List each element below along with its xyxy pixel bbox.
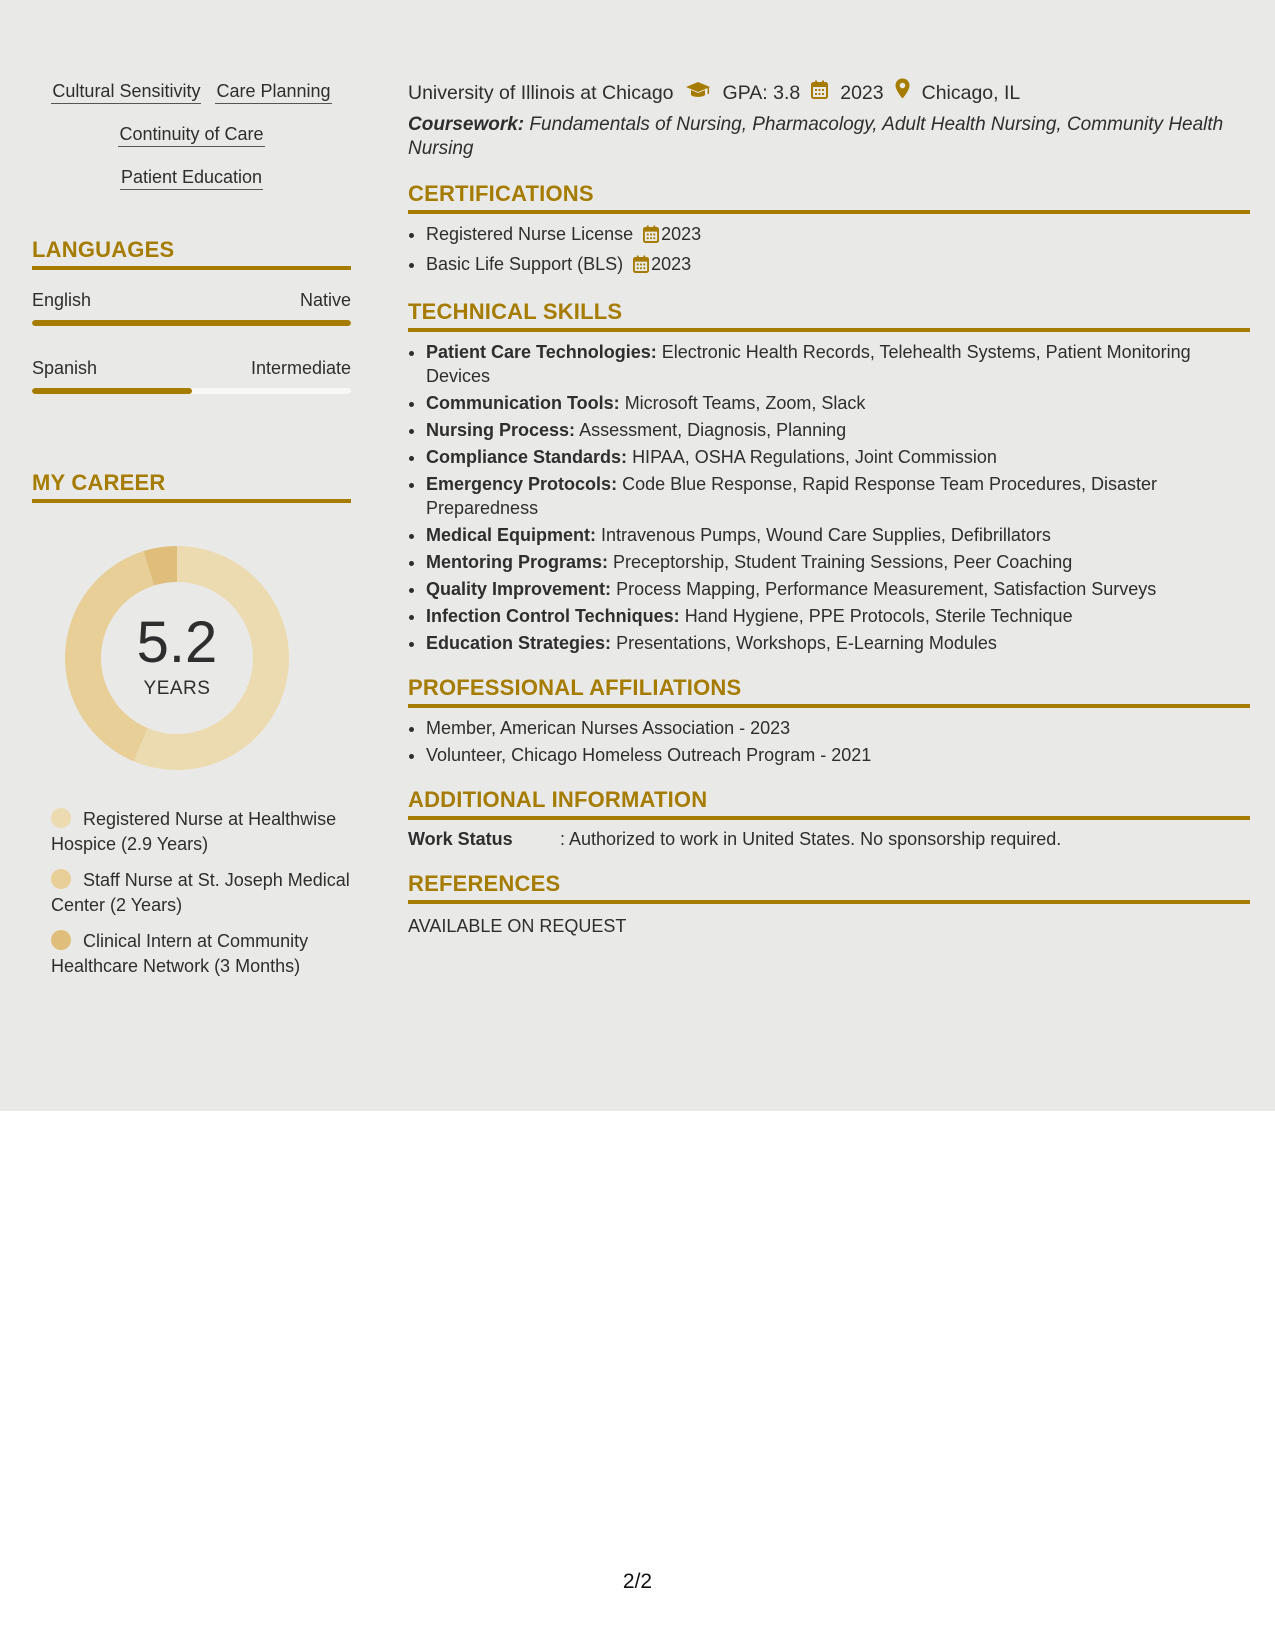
list-item bbox=[426, 252, 1250, 279]
language-bar bbox=[32, 320, 351, 326]
list-item bbox=[426, 418, 1250, 442]
skill-text: Intravenous Pumps, Wound Care Supplies, Defibrillators bbox=[601, 525, 1051, 545]
skill-label: Infection Control Techniques: bbox=[426, 606, 680, 626]
right-column bbox=[408, 78, 1250, 938]
legend-item bbox=[51, 807, 351, 857]
location-pin-icon bbox=[895, 78, 910, 107]
additional-info-section bbox=[408, 787, 1250, 851]
work-status bbox=[408, 827, 1250, 851]
skill-tag: Patient Education bbox=[120, 165, 263, 190]
list-item bbox=[426, 631, 1250, 655]
list-item bbox=[426, 550, 1250, 574]
skill-text: Hand Hygiene, PPE Protocols, Sterile Technique bbox=[684, 606, 1073, 626]
certification-date bbox=[643, 224, 701, 244]
technical-skills-section bbox=[408, 299, 1250, 655]
skill-text: Code Blue Response, Rapid Response Team Procedures, Disaster Preparedness bbox=[426, 474, 1158, 518]
legend-dot bbox=[51, 869, 71, 889]
calendar-icon bbox=[811, 79, 828, 107]
affiliations-title: PROFESSIONAL AFFILIATIONS bbox=[408, 675, 1250, 708]
list-item bbox=[426, 391, 1250, 415]
skill-text: Microsoft Teams, Zoom, Slack bbox=[624, 393, 866, 413]
technical-skills-title: TECHNICAL SKILLS bbox=[408, 299, 1250, 332]
references-title: REFERENCES bbox=[408, 871, 1250, 904]
affiliations-list bbox=[408, 716, 1250, 767]
tag-row bbox=[32, 121, 351, 147]
skill-text: HIPAA, OSHA Regulations, Joint Commission bbox=[632, 447, 997, 467]
skill-label: Medical Equipment: bbox=[426, 525, 597, 545]
skill-text: Assessment, Diagnosis, Planning bbox=[579, 420, 847, 440]
skill-label: Patient Care Technologies: bbox=[426, 342, 657, 362]
certification-name: Registered Nurse License bbox=[426, 224, 634, 244]
skill-label: Emergency Protocols: bbox=[426, 474, 618, 494]
certifications-section bbox=[408, 181, 1250, 279]
skill-text: Process Mapping, Performance Measurement, Satisfaction Surveys bbox=[616, 579, 1157, 599]
language-level: Intermediate bbox=[250, 358, 351, 378]
list-item bbox=[426, 523, 1250, 547]
list-item bbox=[426, 445, 1250, 469]
technical-skills-list bbox=[408, 340, 1250, 655]
tag-row bbox=[32, 164, 351, 190]
list-item bbox=[426, 604, 1250, 628]
page-number: 2/2 bbox=[622, 1570, 653, 1593]
list-item bbox=[426, 577, 1250, 601]
education-line bbox=[408, 78, 1250, 107]
coursework-text: Fundamentals of Nursing, Pharmacology, Adult Health Nursing, Community Health Nursing bbox=[408, 114, 1224, 159]
additional-info-title: ADDITIONAL INFORMATION bbox=[408, 787, 1250, 820]
skill-tag: Cultural Sensitivity bbox=[51, 79, 201, 104]
references-text: AVAILABLE ON REQUEST bbox=[408, 916, 627, 936]
list-item: • Member, American Nurses Association - 2023 bbox=[426, 716, 1250, 740]
certification-name: Basic Life Support (BLS) bbox=[426, 254, 624, 274]
graduation-year: 2023 bbox=[840, 81, 884, 104]
legend-dot bbox=[51, 808, 71, 828]
skill-label: Nursing Process: bbox=[426, 420, 576, 440]
list-item: • Volunteer, Chicago Homeless Outreach Program - 2021 bbox=[426, 743, 1250, 767]
certification-year: 2023 bbox=[661, 224, 702, 244]
career-unit: YEARS bbox=[143, 678, 211, 699]
languages-section bbox=[32, 237, 351, 394]
skill-text: Preceptorship, Student Training Sessions, Peer Coaching bbox=[613, 552, 1073, 572]
left-column bbox=[32, 78, 351, 990]
legend-dot bbox=[51, 930, 71, 950]
work-status-label: Work Status bbox=[408, 829, 513, 849]
skill-label: Communication Tools: bbox=[426, 393, 620, 413]
certifications-list bbox=[408, 222, 1250, 279]
language-bar-fill bbox=[32, 320, 351, 326]
skill-text: Presentations, Workshops, E-Learning Modules bbox=[616, 633, 997, 653]
calendar-icon bbox=[643, 225, 659, 249]
languages-title: LANGUAGES bbox=[32, 237, 351, 270]
certification-date bbox=[633, 254, 691, 274]
calendar-icon bbox=[633, 255, 649, 279]
legend-label: Staff Nurse at St. Joseph Medical Center (2 Years) bbox=[51, 870, 350, 915]
language-item bbox=[32, 288, 351, 326]
legend-item bbox=[51, 868, 351, 918]
skill-tag: Care Planning bbox=[215, 79, 331, 104]
coursework bbox=[408, 113, 1250, 161]
school-name: University of Illinois at Chicago bbox=[408, 81, 674, 104]
language-bar bbox=[32, 388, 351, 394]
certification-year: 2023 bbox=[651, 254, 692, 274]
affiliations-section bbox=[408, 675, 1250, 767]
language-item bbox=[32, 356, 351, 394]
coursework-label: Coursework: bbox=[408, 114, 525, 135]
legend-label: Clinical Intern at Community Healthcare Network (3 Months) bbox=[51, 931, 309, 976]
certifications-title: CERTIFICATIONS bbox=[408, 181, 1250, 214]
list-item bbox=[426, 472, 1250, 520]
language-name: English bbox=[32, 290, 92, 310]
legend-item bbox=[51, 929, 351, 979]
work-status-value: : Authorized to work in United States. No sponsorship required. bbox=[560, 829, 1062, 849]
gpa: GPA: 3.8 bbox=[722, 81, 801, 104]
skill-text: Electronic Health Records, Telehealth Systems, Patient Monitoring Devices bbox=[426, 342, 1191, 386]
language-bar-fill bbox=[32, 388, 192, 394]
skill-label: Education Strategies: bbox=[426, 633, 612, 653]
language-name: Spanish bbox=[32, 358, 98, 378]
career-donut bbox=[62, 543, 292, 773]
language-level: Native bbox=[299, 290, 351, 310]
list-item bbox=[426, 222, 1250, 249]
skill-tag: Continuity of Care bbox=[118, 122, 264, 147]
location: Chicago, IL bbox=[921, 81, 1021, 104]
career-title: MY CAREER bbox=[32, 470, 351, 503]
list-item bbox=[426, 340, 1250, 388]
tag-row bbox=[32, 78, 351, 104]
career-section bbox=[32, 470, 351, 979]
references-section bbox=[408, 871, 1250, 938]
skill-label: Compliance Standards: bbox=[426, 447, 628, 467]
skill-label: Mentoring Programs: bbox=[426, 552, 609, 572]
career-total: 5.2 bbox=[136, 610, 218, 675]
skill-label: Quality Improvement: bbox=[426, 579, 612, 599]
graduation-cap-icon bbox=[685, 79, 711, 107]
career-legend bbox=[51, 807, 351, 979]
legend-label: Registered Nurse at Healthwise Hospice (2.9 Years) bbox=[51, 809, 337, 854]
skill-tags bbox=[32, 78, 351, 190]
